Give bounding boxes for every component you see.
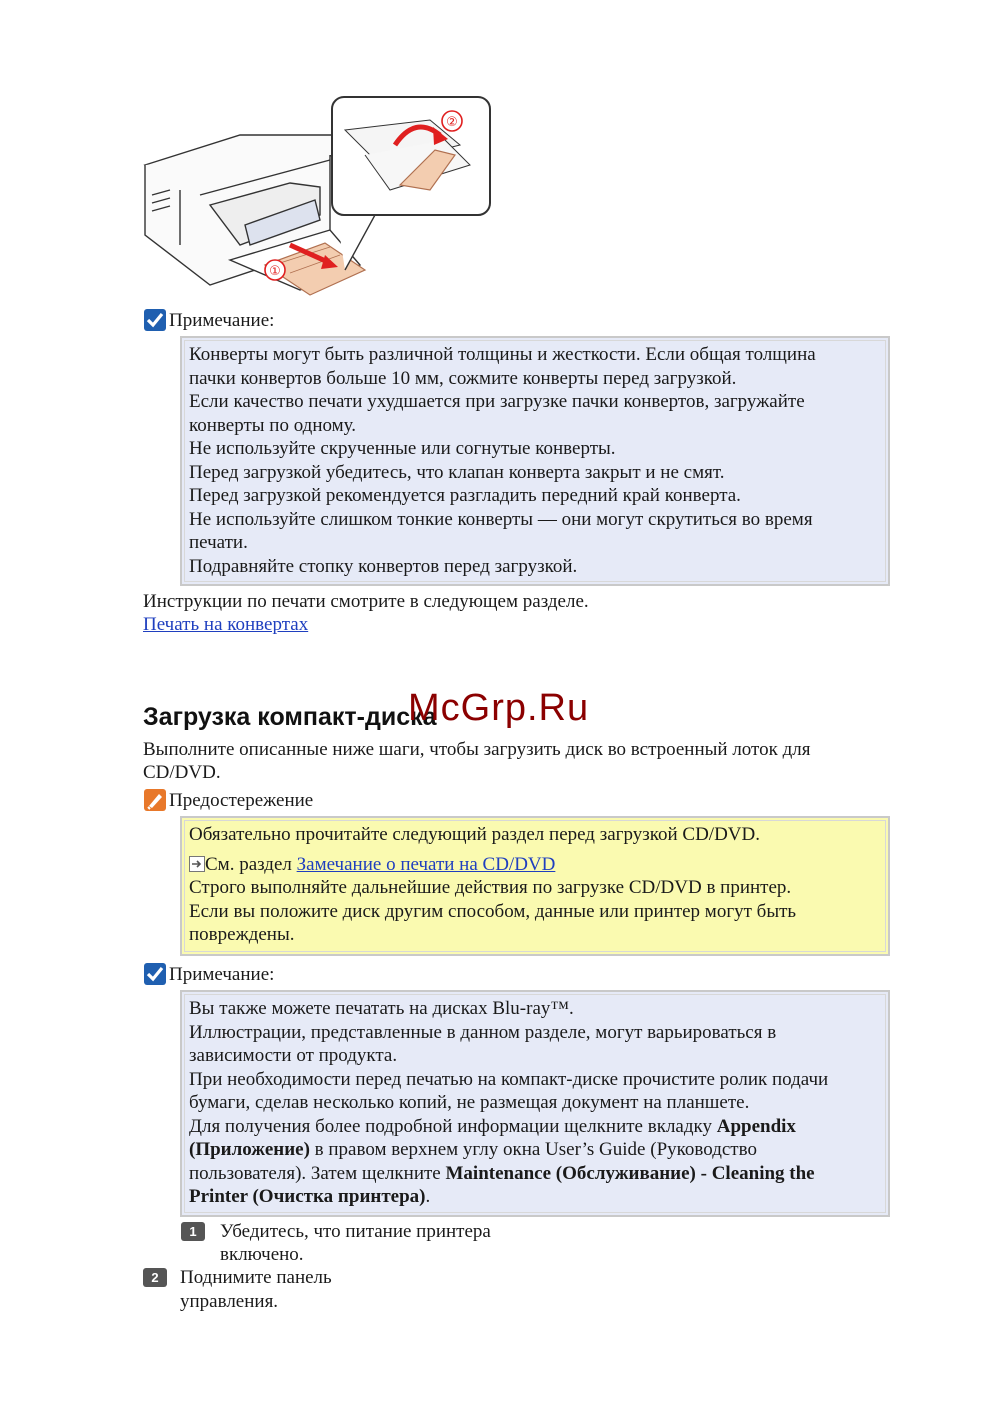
note-line: бумаги, сделав несколько копий, не размещая документ на планшете.: [189, 1092, 750, 1113]
intro-line: CD/DVD.: [143, 762, 221, 783]
step-text: Убедитесь, что питание принтера: [220, 1221, 491, 1242]
caution-box: [180, 816, 890, 956]
note-line: Перед загрузкой рекомендуется разгладить передний край конверта.: [189, 485, 741, 506]
note-line: Перед загрузкой убедитесь, что клапан конверта закрыт и не смят.: [189, 461, 725, 483]
caution-icon: [143, 788, 167, 812]
note-line: Не используйте скрученные или согнутые конверты.: [189, 438, 616, 459]
note-line: конверты по одному.: [189, 414, 357, 436]
note-check-icon: [143, 308, 167, 332]
appendix-term-ru: (Приложение): [189, 1139, 310, 1160]
maintenance-term: Maintenance (Обслуживание) - Cleaning the: [445, 1162, 815, 1184]
note-line: [189, 1185, 888, 1209]
see-prefix: См. раздел: [205, 853, 297, 875]
note-text: в правом верхнем углу окна User’s Guide (Руководство: [309, 1139, 757, 1160]
watermark: McGrp.Ru: [408, 687, 590, 729]
note-line: [189, 1162, 888, 1186]
note-line: Не используйте слишком тонкие конверты — они могут скрутиться во время: [189, 508, 813, 530]
instructions-text: Инструкции по печати смотрите в следующем разделе.: [143, 591, 589, 612]
caution-see-line: [189, 853, 888, 877]
note-label: Примечание:: [169, 964, 275, 985]
caution-line: Обязательно прочитайте следующий раздел перед загрузкой CD/DVD.: [189, 824, 760, 845]
note-line: Конверты могут быть различной толщины и жесткости. Если общая толщина: [189, 344, 816, 365]
intro-line: Выполните описанные ниже шаги, чтобы загрузить диск во встроенный лоток для: [143, 739, 811, 760]
note-line: [189, 1138, 888, 1162]
note-text: пользователя). Затем щелкните: [189, 1162, 446, 1184]
caution-label-row: [143, 786, 313, 812]
appendix-term: Appendix: [716, 1115, 796, 1137]
step-text: Поднимите панель: [180, 1267, 332, 1288]
note-label: Примечание:: [169, 310, 275, 331]
callout-2: ②: [446, 115, 458, 130]
caution-line: Если вы положите диск другим способом, данные или принтер могут быть: [189, 900, 797, 922]
cleaning-term: Printer (Очистка принтера): [189, 1186, 426, 1207]
note-label-row: [143, 306, 274, 332]
note-text: Для получения более подробной информации щелкните вкладку: [189, 1115, 717, 1137]
note-line: Иллюстрации, представленные в данном разделе, могут варьироваться в: [189, 1021, 777, 1043]
note-line: [189, 1115, 888, 1139]
caution-line: повреждены.: [189, 924, 295, 945]
step-badge: 2: [143, 1268, 167, 1287]
caution-label: Предостережение: [169, 790, 314, 811]
callout-1: ①: [269, 264, 281, 279]
section-title: Загрузка компакт-диска: [143, 703, 437, 731]
note-line: Подравняйте стопку конвертов перед загрузкой.: [189, 555, 578, 577]
reference-arrow-icon: [189, 856, 205, 872]
note-box-cd: [180, 990, 890, 1217]
note-label-row: [143, 960, 274, 986]
note-line: пачки конвертов больше 10 мм, сожмите конверты перед загрузкой.: [189, 367, 737, 389]
note-line: печати.: [189, 532, 248, 553]
note-text: .: [425, 1186, 431, 1207]
step-badge: 1: [181, 1222, 205, 1241]
step-text: включено.: [220, 1244, 304, 1265]
printer-envelope-illustration: [140, 95, 500, 305]
envelope-printing-link[interactable]: Печать на конвертах: [143, 614, 309, 635]
caution-line: Строго выполняйте дальнейшие действия по загрузке CD/DVD в принтер.: [189, 877, 792, 898]
step-text: управления.: [180, 1291, 279, 1312]
note-line: Если качество печати ухудшается при загрузке пачки конвертов, загружайте: [189, 391, 805, 412]
note-line: Вы также можете печатать на дисках Blu-ray™.: [189, 998, 574, 1019]
cd-dvd-note-link[interactable]: Замечание о печати на CD/DVD: [296, 853, 556, 875]
note-line: зависимости от продукта.: [189, 1045, 398, 1066]
note-line: При необходимости перед печатью на компакт-диске прочистите ролик подачи: [189, 1068, 829, 1090]
note-check-icon: [143, 962, 167, 986]
note-box-envelopes: [180, 336, 890, 586]
